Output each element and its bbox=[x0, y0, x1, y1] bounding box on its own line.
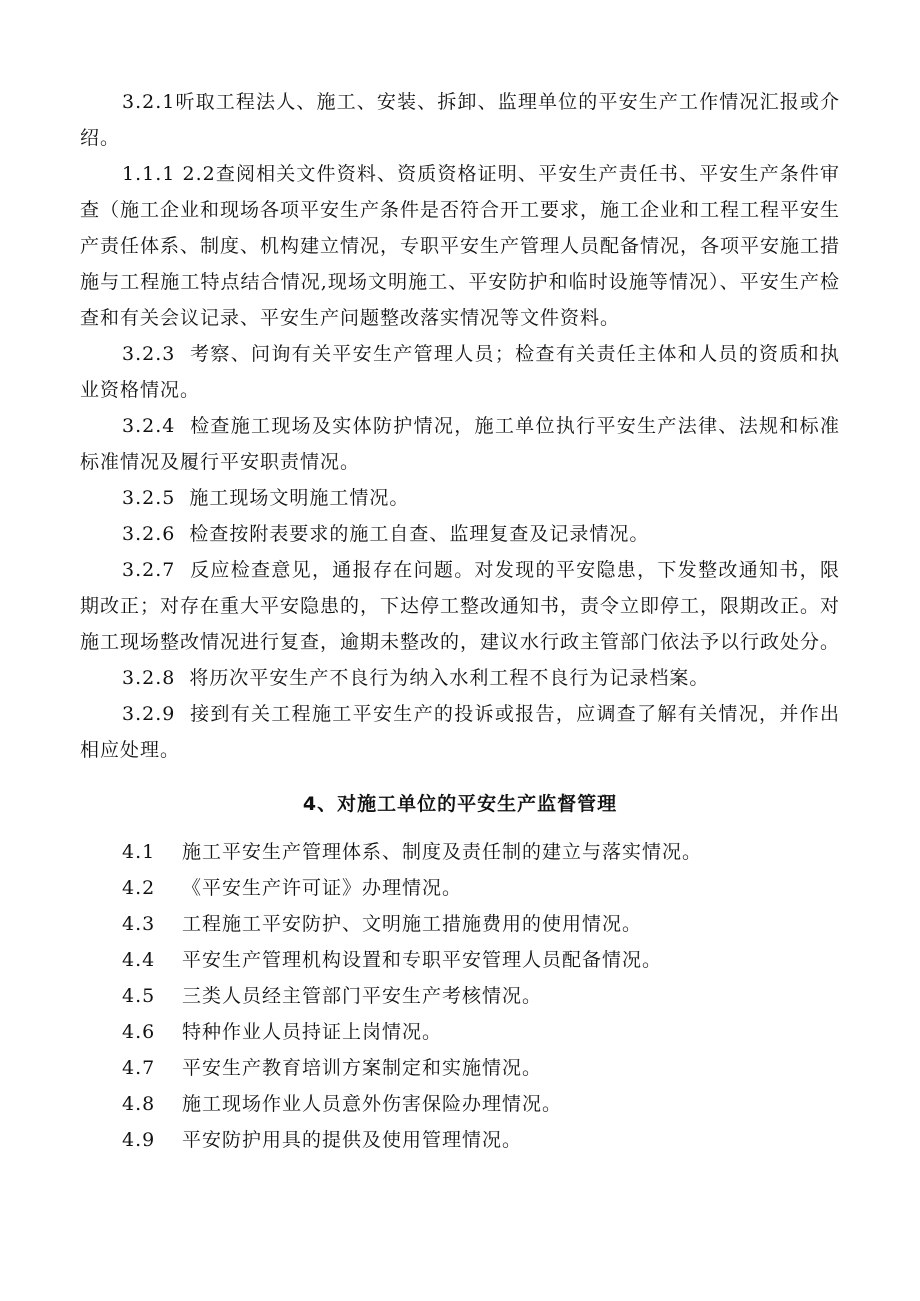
item-number: 4.6 bbox=[122, 1021, 156, 1043]
item-text: 施工平安生产管理体系、制度及责任制的建立与落实情况。 bbox=[182, 841, 703, 863]
paragraph-3-2-8: 3.2.8 将历次平安生产不良行为纳入水利工程不良行为记录档案。 bbox=[122, 667, 710, 689]
item-text: 平安生产管理机构设置和专职平安管理人员配备情况。 bbox=[182, 949, 663, 971]
item-text: 工程施工平安防护、文明施工措施费用的使用情况。 bbox=[182, 913, 643, 935]
item-number: 4.1 bbox=[122, 841, 156, 863]
item-text: 施工现场作业人员意外伤害保险办理情况。 bbox=[182, 1093, 563, 1115]
paragraph-3-2-4: 3.2.4 检查施工现场及实体防护情况，施工单位执行平安生产法律、法规和标准标准情况及履行平安职责情况。 bbox=[80, 415, 840, 473]
item-text: 平安防护用具的提供及使用管理情况。 bbox=[182, 1129, 523, 1151]
item-number: 4.4 bbox=[122, 949, 156, 971]
item-text: 特种作业人员持证上岗情况。 bbox=[182, 1021, 443, 1043]
item-text: 三类人员经主管部门平安生产考核情况。 bbox=[182, 985, 543, 1007]
paragraph-3-2-2: 1.1.1 2.2查阅相关文件资料、资质资格证明、平安生产责任书、平安生产条件审查（施工企业和现场各项平安生产条件是否符合开工要求，施工企业和工程工程平安生产责任体系、制度、机构建立情况，专职平安生产管理人员配备情况，各项平安施工措施与工程施工特点结合情况,现场文明施工、平安防护和临时设施等情况）、平安生产检查和有关会议记录、平安生产问题整改落实情况等文件资料。 bbox=[80, 163, 841, 329]
item-text: 《平安生产许可证》办理情况。 bbox=[182, 877, 463, 899]
paragraph-3-2-7: 3.2.7 反应检查意见，通报存在问题。对发现的平安隐患，下发整改通知书，限期改正；对存在重大平安隐患的，下达停工整改通知书，责令立即停工，限期改正。对施工现场整改情况进行复查，逾期未整改的，建议水行政主管部门依法予以行政处分。 bbox=[80, 559, 841, 653]
item-text: 平安生产教育培训方案制定和实施情况。 bbox=[182, 1057, 543, 1079]
item-number: 4.5 bbox=[122, 985, 156, 1007]
paragraph-3-2-6: 3.2.6 检查按附表要求的施工自查、监理复查及记录情况。 bbox=[122, 523, 650, 545]
document-body bbox=[80, 84, 840, 1158]
list-item bbox=[80, 870, 840, 906]
item-number: 4.3 bbox=[122, 913, 156, 935]
list-item bbox=[80, 1014, 840, 1050]
item-number: 4.8 bbox=[122, 1093, 156, 1115]
list-item bbox=[80, 906, 840, 942]
list-item bbox=[80, 1122, 840, 1158]
paragraph-3-2-3: 3.2.3 考察、问询有关平安生产管理人员；检查有关责任主体和人员的资质和执业资格情况。 bbox=[80, 343, 840, 401]
list-item bbox=[80, 978, 840, 1014]
paragraph-3-2-1: 3.2.1听取工程法人、施工、安装、拆卸、监理单位的平安生产工作情况汇报或介绍。 bbox=[80, 91, 840, 149]
list-item bbox=[80, 834, 840, 870]
paragraph-3-2-5: 3.2.5 施工现场文明施工情况。 bbox=[122, 487, 410, 509]
list-item bbox=[80, 1086, 840, 1122]
paragraph-3-2-9: 3.2.9 接到有关工程施工平安生产的投诉或报告，应调查了解有关情况，并作出相应处理。 bbox=[80, 703, 840, 761]
list-item bbox=[80, 1050, 840, 1086]
item-number: 4.2 bbox=[122, 877, 156, 899]
item-number: 4.9 bbox=[122, 1129, 156, 1151]
item-number: 4.7 bbox=[122, 1057, 156, 1079]
list-item bbox=[80, 942, 840, 978]
section-4-heading: 4、对施工单位的平安生产监督管理 bbox=[302, 793, 618, 815]
